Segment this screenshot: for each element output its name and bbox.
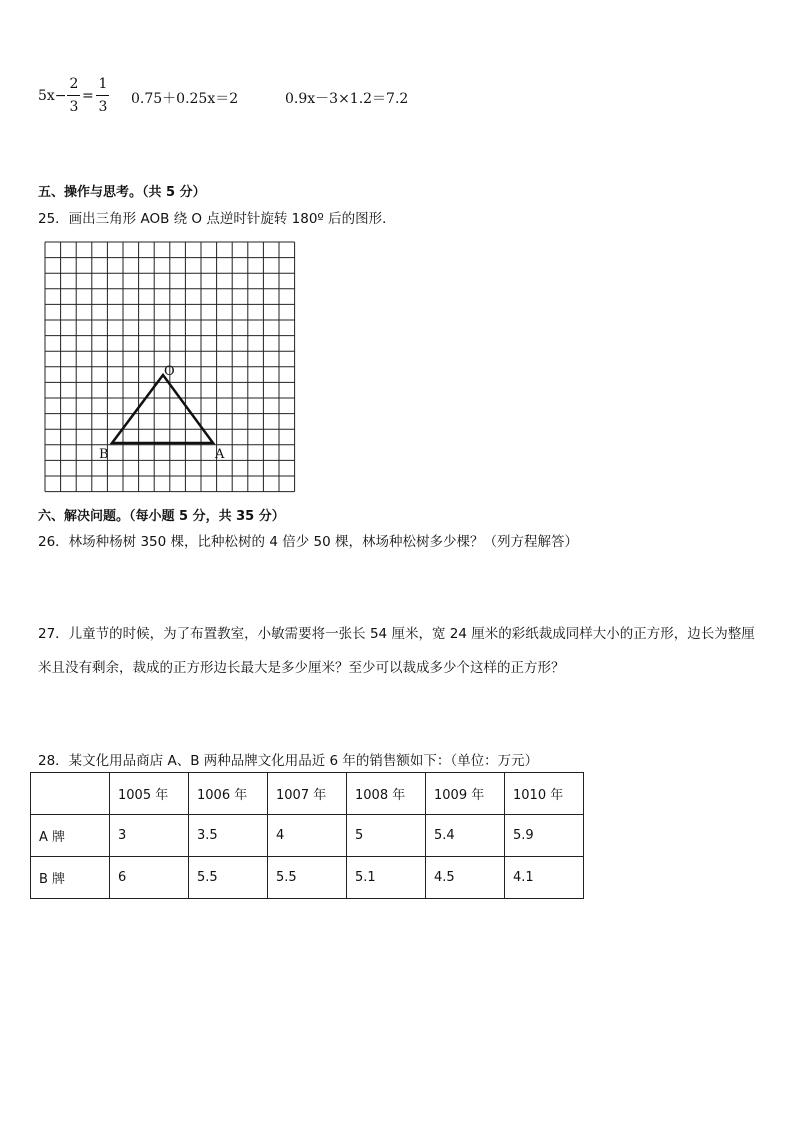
section-5-heading: 五、操作与思考。（共 5 分） [38,185,206,200]
table-cell: 6 [110,857,189,899]
fraction-2-denominator: 3 [98,99,108,115]
table-cell: A 牌 [31,815,110,857]
rotation-grid [0,0,794,510]
table-cell: 3.5 [189,815,268,857]
question-25: 25．画出三角形 AOB 绕 O 点逆时针旋转 180º 后的图形． [38,211,396,227]
triangle-aob [112,375,213,443]
table-cell: 4.1 [505,857,584,899]
sales-table [30,772,584,899]
table-header-cell: 1010 年 [505,773,584,815]
label-o: O [164,364,175,379]
equation-2: 0.75＋0.25x＝2 [131,91,239,107]
question-26: 26．林场种杨树 350 棵，比种松树的 4 倍少 50 棵，林场种松树多少棵？（列方程解答） [38,534,578,550]
table-cell: B 牌 [31,857,110,899]
table-row [31,815,584,857]
table-header-cell: 1006 年 [189,773,268,815]
table-header-cell: 1009 年 [426,773,505,815]
section-6-heading: 六、解决问题。（每小题 5 分，共 35 分） [38,509,285,524]
table-cell: 5.9 [505,815,584,857]
table-cell: 5.5 [189,857,268,899]
fraction-2-numerator: 1 [98,76,108,92]
table-header-cell [31,773,110,815]
table-cell: 5 [347,815,426,857]
table-cell: 5.4 [426,815,505,857]
table-row [31,857,584,899]
equation-3: 0.9x－3×1.2＝7.2 [285,91,409,107]
label-a: A [215,447,225,462]
question-27: 27．儿童节的时候，为了布置教室，小敏需要将一张长 54 厘米，宽 24 厘米的彩纸裁成同样大小的正方形，边长为整厘米且没有剩余，裁成的正方形边长最大是多少厘米？至少可以裁成多少个这样的正方形？ [38,626,755,676]
fraction-1-denominator: 3 [69,99,79,115]
table-cell: 5.5 [268,857,347,899]
table-header-cell: 1008 年 [347,773,426,815]
table-cell: 4 [268,815,347,857]
equation-1-left: 5x− [38,88,67,104]
table-cell: 4.5 [426,857,505,899]
table-cell: 3 [110,815,189,857]
equation-1-equals: = [82,88,94,104]
table-header-row [31,773,584,815]
table-header-cell: 1007 年 [268,773,347,815]
question-28: 28．某文化用品商店 A、B 两种品牌文化用品近 6 年的销售额如下：（单位：万元） [38,753,539,769]
label-b: B [99,447,109,462]
table-header-cell: 1005 年 [110,773,189,815]
fraction-1-numerator: 2 [69,76,79,92]
table-cell: 5.1 [347,857,426,899]
